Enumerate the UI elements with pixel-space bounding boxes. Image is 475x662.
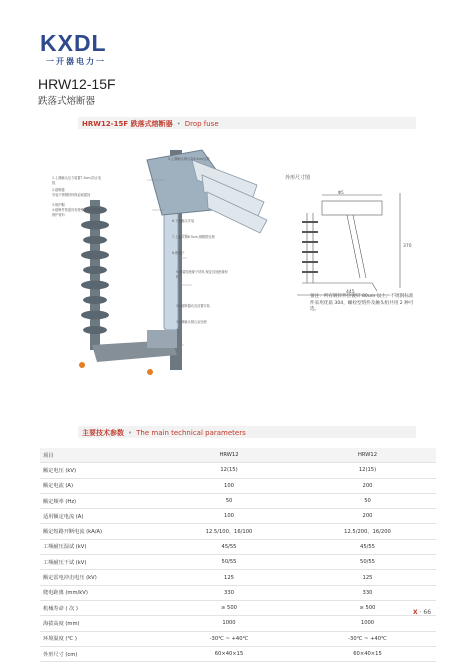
page-number-value: · 66: [419, 609, 432, 616]
table-cell-value: 125: [299, 570, 436, 585]
table-cell-param: 工频耐压湿试 (kV): [40, 539, 159, 554]
table-cell-value: HRW12: [159, 448, 299, 463]
table-cell-value: 330: [299, 585, 436, 600]
table-cell-value: 125: [159, 570, 299, 585]
separator-dot-params: •: [128, 429, 133, 437]
callout-2: 2.熔断器: [52, 188, 65, 192]
dimension-note: 备注：所有镀锌件热镀锌 80um 以上，不锈钢标准件采用优质 304，螺栓型熔件及触头组共用 2 种可选。: [310, 294, 414, 313]
table-row: [40, 555, 436, 570]
table-cell-param: 机械寿命 ( 次 ): [40, 600, 159, 615]
table-row: [40, 616, 436, 631]
table-cell-value: 50: [299, 493, 436, 508]
table-cell-value: 60×40×15: [299, 646, 436, 661]
table-cell-value: 50: [159, 493, 299, 508]
callout-8: 7.上触头铜6.5cm,铜镀银处理: [172, 235, 215, 239]
table-cell-value: 1000: [159, 616, 299, 631]
table-row: [40, 631, 436, 646]
table-cell-value: ≥ 500: [299, 600, 436, 615]
table-cell-value: 50/55: [299, 555, 436, 570]
callout-7: 6.下静触头安装: [172, 219, 195, 223]
product-model: HRW12-15F: [38, 76, 116, 92]
table-row: [40, 585, 436, 600]
table-cell-param: 爬电距离 (mm/kV): [40, 585, 159, 600]
table-cell-value: 12.5/200、16/200: [299, 524, 436, 539]
table-cell-param: 额定电压 (kV): [40, 463, 159, 478]
section-title-cn-params: 主要技术参数: [82, 429, 124, 437]
table-cell-param: 工频耐压干试 (kV): [40, 555, 159, 570]
table-cell-value: 45/55: [299, 539, 436, 554]
section-title-params: [82, 428, 246, 438]
table-cell-value: -30℃ ~ +40℃: [159, 631, 299, 646]
callout-5: 4.熔断件管道具有特殊高分子绝缘保护材料: [52, 208, 100, 217]
table-cell-value: 100: [159, 509, 299, 524]
table-row: [40, 493, 436, 508]
section-title-cn: HRW12-15F 跌落式熔断器: [82, 120, 173, 128]
callout-10: 9.耐腐蚀绝缘子材料,保证其他绝缘材料: [176, 270, 228, 279]
callout-1: 1.上静触头压力装置7.5cm,防止电弧: [52, 176, 102, 185]
table-cell-param: 额定短路开断电流 (kA/A): [40, 524, 159, 539]
table-row: [40, 478, 436, 493]
callout-9: 8.绝缘子: [172, 251, 185, 255]
callout-3: 安装不锈钢材料保证耐腐蚀: [52, 193, 91, 197]
callout-12: 11.静触头铜合金处理: [176, 320, 207, 324]
table-cell-param: 额定频率 (Hz): [40, 493, 159, 508]
callout-6: 5.上静触头铜合金6.5cm压紧: [168, 157, 210, 161]
table-cell-value: 12(15): [299, 463, 436, 478]
table-row: [40, 524, 436, 539]
table-row: [40, 509, 436, 524]
table-cell-value: 12(15): [159, 463, 299, 478]
table-cell-param: 环境温度 (℃ ): [40, 631, 159, 646]
section-title-en: Drop fuse: [184, 120, 219, 128]
table-cell-value: 60×40×15: [159, 646, 299, 661]
callout-11: 10.熔断器动态设置安装: [176, 304, 210, 308]
table-row: [40, 600, 436, 615]
parameter-table: [40, 448, 436, 662]
table-cell-param: 额定电流 (A): [40, 478, 159, 493]
table-row: [40, 646, 436, 661]
table-cell-value: 50/55: [159, 555, 299, 570]
table-cell-value: 12.5/100、16/100: [159, 524, 299, 539]
page-number: [413, 609, 431, 616]
callout-4: 3.保护帽: [52, 203, 65, 207]
table-cell-value: ≥ 500: [159, 600, 299, 615]
logo-text: KXDL: [40, 30, 107, 56]
table-cell-param: 海拔高度 (mm): [40, 616, 159, 631]
table-cell-value: 45/55: [159, 539, 299, 554]
table-cell-param: 外形尺寸 (cm): [40, 646, 159, 661]
table-cell-param: 适用额定电流 (A): [40, 509, 159, 524]
dimension-top-label: Φ5: [338, 190, 344, 195]
table-row: [40, 570, 436, 585]
table-cell-param: 额定雷电冲击电压 (kV): [40, 570, 159, 585]
table-cell-value: 200: [299, 478, 436, 493]
section-title-en-params: The main technical parameters: [136, 429, 246, 437]
section-title-product: [82, 119, 219, 129]
table-cell-value: 200: [299, 509, 436, 524]
logo-subtitle: 一开器电力一: [46, 57, 106, 66]
table-cell-param: 项目: [40, 448, 159, 463]
table-header-row: [40, 448, 436, 463]
table-cell-value: 1000: [299, 616, 436, 631]
table-cell-value: 100: [159, 478, 299, 493]
dimension-height-label: 370: [403, 244, 412, 249]
table-row: [40, 463, 436, 478]
dimension-width-label: 445: [346, 290, 355, 295]
table-cell-value: 330: [159, 585, 299, 600]
table-cell-value: HRW12: [299, 448, 436, 463]
separator-dot: •: [176, 120, 181, 128]
dimension-drawing-title: 外形尺寸图: [285, 175, 311, 181]
dimension-drawing: [282, 183, 416, 303]
table-cell-value: -30℃ ~ +40℃: [299, 631, 436, 646]
product-name: 跌落式熔断器: [38, 96, 96, 107]
table-row: [40, 539, 436, 554]
page-prefix: X: [413, 609, 418, 616]
